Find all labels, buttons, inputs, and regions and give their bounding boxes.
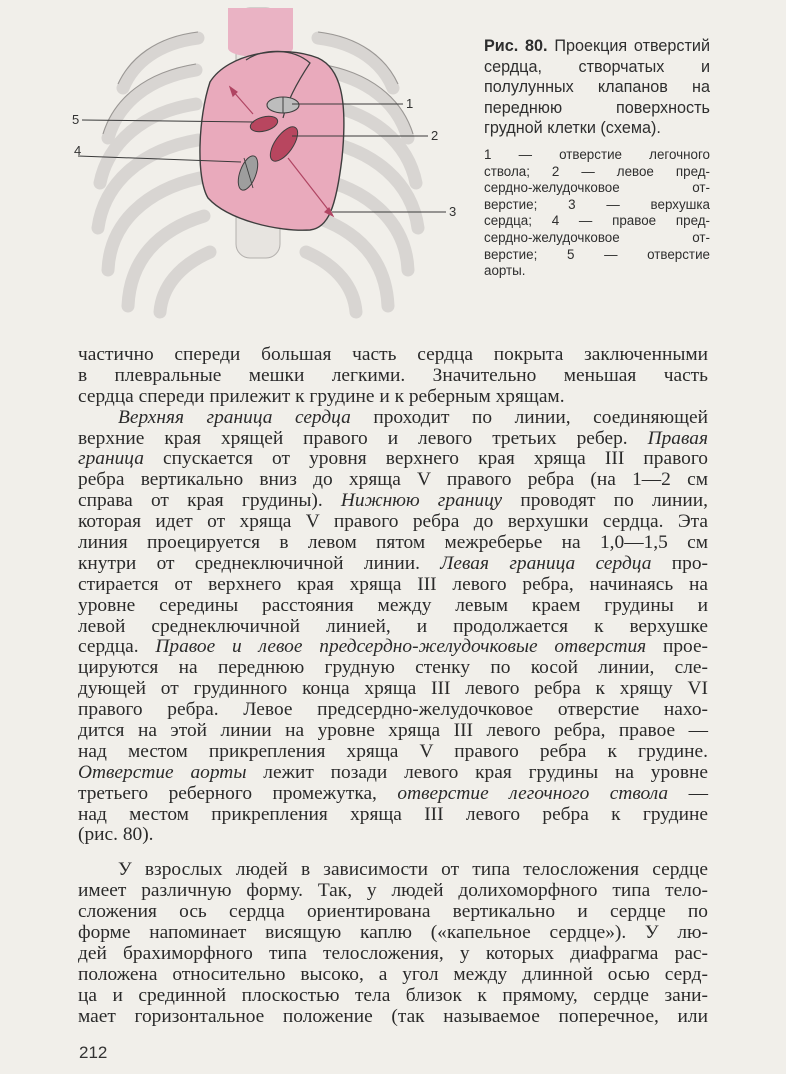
text-run: проводят по линии, bbox=[502, 490, 708, 512]
text-line: имеет различную форму. Так, у людей долихоморфного типа тело- bbox=[78, 880, 708, 902]
text-run: стирается от верхнего края хряща III левого ребра, начинаясь на bbox=[78, 573, 708, 595]
text-run: кнутри от среднеключичной линии. bbox=[78, 552, 441, 574]
text-line: У взрослых людей в зависимости от типа телосложения сердце bbox=[118, 859, 708, 881]
text-run: линия проецируется в левом пятом межреберье на 1,0—1,5 см bbox=[78, 532, 708, 554]
text-run: лежит позади левого края грудины на уровне bbox=[246, 761, 709, 783]
italic-term: отверстие легочного ствола bbox=[397, 782, 669, 804]
text-run: над местом прикрепления хряща V правого ребра к грудине. bbox=[78, 740, 708, 762]
text-line bbox=[78, 512, 708, 533]
text-run: дится на этой линии на уровне хряща III левого ребра, правое — bbox=[78, 720, 708, 742]
text-run: про- bbox=[651, 552, 708, 574]
text-line bbox=[78, 784, 708, 805]
italic-term: Правое и левое предсердно-желудочковые отверстия bbox=[155, 636, 647, 658]
legend-line: сердно-желудочковое от- bbox=[484, 229, 710, 245]
heart-outline bbox=[200, 52, 344, 231]
chest-diagram bbox=[72, 8, 470, 312]
italic-term: Верхняя граница сердца bbox=[118, 406, 351, 428]
text-line bbox=[78, 533, 708, 554]
text-line bbox=[78, 700, 708, 721]
label-5: 5 bbox=[72, 112, 80, 127]
label-1: 1 bbox=[406, 96, 414, 111]
text-line bbox=[78, 805, 708, 826]
text-line: форме напоминает висящую каплю («капельное сердце»). У лю- bbox=[78, 922, 708, 944]
caption-title bbox=[484, 36, 710, 139]
text-line: частично спереди большая часть сердца покрыта заключенными bbox=[78, 344, 708, 365]
text-run: прое- bbox=[646, 636, 709, 658]
text-run: над местом прикрепления хряща III левого ребра к грудине bbox=[78, 803, 708, 825]
page-number: 212 bbox=[79, 1043, 108, 1062]
text-line bbox=[78, 408, 708, 429]
text-line bbox=[78, 429, 708, 450]
text-line bbox=[78, 449, 708, 470]
text-line bbox=[78, 637, 708, 658]
text-line: положена относительно высоко, а угол между длинной осью серд- bbox=[78, 963, 708, 985]
text-line: сердца спереди прилежит к грудине и к реберным хрящам. bbox=[78, 385, 565, 407]
text-line bbox=[78, 554, 708, 575]
legend-line: сердца; 4 — правое пред- bbox=[484, 213, 710, 229]
legend-line: верстие; 5 — отверстие bbox=[484, 246, 710, 262]
text-line: ца и срединной плоскостью тела близок к прямому, сердце зани- bbox=[78, 984, 708, 1006]
heart-projection-figure bbox=[72, 8, 470, 312]
pulmonary-valve bbox=[267, 97, 299, 113]
text-run: справа от края грудины). bbox=[78, 490, 341, 512]
label-3: 3 bbox=[449, 204, 457, 219]
legend-line: аорты. bbox=[484, 263, 526, 279]
text-run: дующей от грудинного конца хряща III левого ребра к хрящу VI bbox=[78, 678, 708, 700]
text-line bbox=[78, 617, 708, 638]
text-line bbox=[78, 470, 708, 491]
text-run: третьего реберного промежутка, bbox=[78, 782, 398, 804]
text-line bbox=[78, 658, 708, 679]
figure-caption bbox=[484, 36, 710, 280]
text-run: правого ребра. Левое предсердно-желудочковое отверстие нахо- bbox=[78, 699, 708, 721]
text-run: цируются на переднюю грудную стенку по косой линии, сле- bbox=[78, 657, 708, 679]
caption-text: Проекция отверстий сердца, створчатых и полулунных клапанов на переднюю поверхность грудной клетки (схема). bbox=[484, 37, 711, 138]
italic-term: Правая bbox=[647, 427, 708, 449]
italic-term: граница bbox=[78, 448, 144, 470]
text-run: уровне середины расстояния между левым краем грудины и bbox=[78, 594, 708, 616]
body-text bbox=[78, 345, 708, 1028]
text-line bbox=[78, 763, 708, 784]
text-line bbox=[78, 575, 708, 596]
legend-line: верстие; 3 — верхушка bbox=[484, 196, 710, 212]
text-line: дей брахиморфного типа телосложения, у которых диафрагма рас- bbox=[78, 942, 708, 964]
text-line bbox=[78, 596, 708, 617]
caption-label: Рис. 80. bbox=[484, 37, 548, 55]
ribs-left bbox=[98, 38, 210, 312]
text-run: ребра вертикально вниз до хряща V правого ребра (на 1—2 см bbox=[78, 469, 708, 491]
text-run: левой среднеключичной линией, и продолжается к верхушке bbox=[78, 615, 708, 637]
italic-term: Левая граница сердца bbox=[440, 552, 652, 574]
text-line: в плевральные мешки легкими. Значительно меньшая часть bbox=[78, 364, 708, 386]
text-line: мает горизонтальное положение (так называемое поперечное, или bbox=[78, 1005, 708, 1027]
legend-line: 1 — отверстие легочного bbox=[484, 146, 710, 162]
text-run: спускается от уровня верхнего края хряща III правого bbox=[143, 448, 708, 470]
text-run: — bbox=[668, 782, 708, 804]
caption-legend bbox=[484, 147, 710, 280]
text-run: (рис. 80). bbox=[78, 824, 154, 846]
text-run: проходит по линии, соединяющей bbox=[350, 406, 708, 428]
label-4: 4 bbox=[74, 143, 82, 158]
italic-term: Нижнюю границу bbox=[340, 490, 503, 512]
text-run: которая идет от хряща V правого ребра до верхушки сердца. Эта bbox=[78, 511, 708, 533]
text-line bbox=[78, 721, 708, 742]
great-vessels bbox=[228, 8, 293, 57]
text-line: сложения ось сердца ориентирована вертикально и сердце по bbox=[78, 901, 708, 923]
italic-term: Отверстие аорты bbox=[78, 761, 247, 783]
text-run: сердца. bbox=[78, 636, 156, 658]
paragraph-gap bbox=[78, 846, 708, 860]
legend-line: ствола; 2 — левое пред- bbox=[484, 163, 710, 179]
text-run: верхние края хрящей правого и левого третьих ребер. bbox=[78, 427, 648, 449]
text-line bbox=[78, 742, 708, 763]
legend-line: сердно-желудочковое от- bbox=[484, 180, 710, 196]
text-line bbox=[78, 491, 708, 512]
text-line bbox=[78, 679, 708, 700]
label-2: 2 bbox=[431, 128, 439, 143]
text-line bbox=[78, 825, 708, 846]
